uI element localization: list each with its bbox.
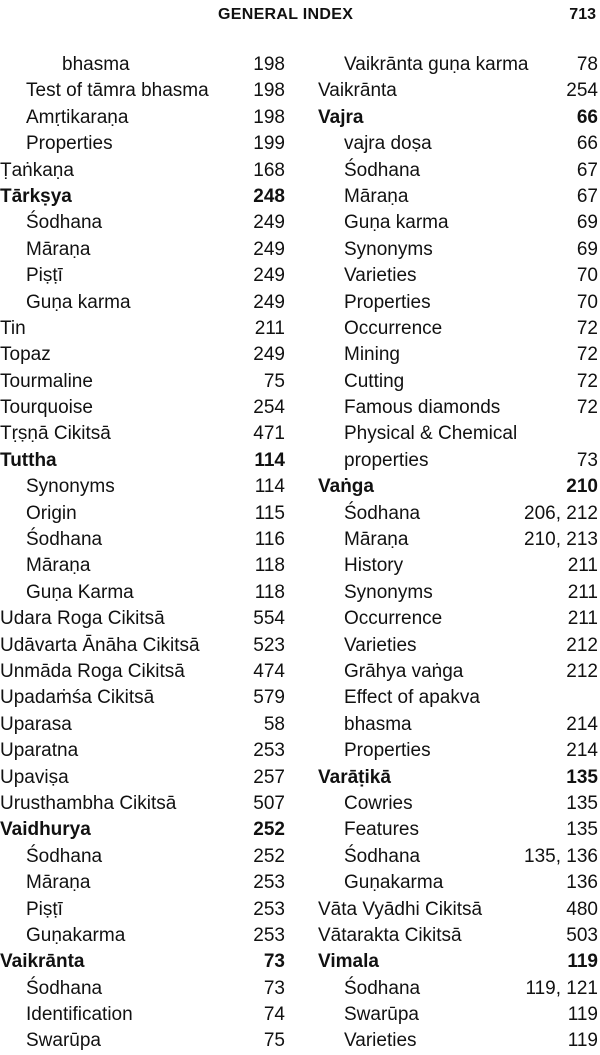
index-page-ref: 471 [253, 423, 285, 445]
index-term: bhasma [62, 54, 130, 75]
index-page-ref: 248 [253, 185, 285, 207]
index-entry [318, 263, 598, 289]
index-page-ref: 211 [254, 317, 285, 339]
index-term: Amṛtikaraṇa [26, 106, 129, 128]
index-entry [318, 421, 598, 447]
index-term: Śodhana [344, 845, 421, 867]
index-term: Properties [26, 133, 113, 155]
index-entry [0, 923, 285, 949]
index-entry [0, 1002, 285, 1028]
index-term: Tourquoise [0, 397, 93, 419]
index-term: Urusthambha Cikitsā [0, 792, 177, 814]
index-term: Śodhana [26, 212, 103, 234]
index-term: Śodhana [344, 159, 421, 181]
index-term: Guṇakarma [344, 872, 444, 894]
index-term: Vaṅga [318, 476, 374, 498]
index-entry [0, 659, 285, 685]
index-entry [0, 237, 285, 263]
index-page-ref: 115 [254, 502, 285, 524]
index-page-ref: 118 [254, 555, 285, 577]
index-page-ref: 214 [566, 713, 598, 735]
index-page-ref: 69 [576, 212, 598, 234]
index-entry [0, 448, 285, 474]
index-entry [0, 633, 285, 659]
index-term: Vaikrānta [318, 80, 397, 102]
index-entry [0, 976, 285, 1002]
index-page-ref: 119 [567, 951, 598, 973]
index-page-ref: 66 [576, 133, 598, 155]
index-term: Cutting [344, 370, 405, 392]
index-entry [318, 131, 598, 157]
index-term: History [344, 555, 404, 577]
index-entry [0, 712, 285, 738]
index-entry [0, 791, 285, 817]
index-page-ref: 75 [263, 1030, 285, 1052]
index-term: Māraṇa [344, 529, 409, 551]
index-entry [318, 527, 598, 553]
index-entry [0, 765, 285, 791]
index-page-ref: 73 [263, 951, 285, 973]
index-term: Udara Roga Cikitsā [0, 608, 165, 630]
index-page-ref: 211 [567, 608, 598, 630]
index-page-ref: 119 [567, 1004, 598, 1026]
index-term: Physical & Chemical [344, 423, 518, 445]
index-page-ref: 579 [253, 687, 285, 709]
index-page-ref: 211 [567, 581, 598, 603]
index-page-ref: 210 [566, 476, 598, 498]
index-term: Uparatna [0, 740, 79, 762]
index-term: Vimala [318, 951, 379, 973]
index-term: Ṭaṅkaṇa [0, 159, 74, 181]
index-term: Uparasa [0, 713, 72, 735]
index-page-ref: 168 [253, 159, 285, 181]
index-page-ref: 198 [253, 106, 285, 128]
index-page-ref: 480 [566, 898, 598, 920]
index-page-ref: 70 [576, 291, 598, 313]
index-entry [318, 290, 598, 316]
index-term: Swarūpa [26, 1030, 101, 1052]
index-entry [0, 210, 285, 236]
index-term: Guṇa karma [344, 212, 449, 234]
index-page-ref: 249 [253, 238, 285, 260]
index-entry [0, 316, 285, 342]
index-page-ref: 78 [576, 54, 598, 75]
index-page-ref: 507 [253, 792, 285, 814]
index-term: Guṇa karma [26, 291, 131, 313]
index-term: Occurrence [344, 608, 443, 630]
index-page-ref: 136 [566, 872, 598, 894]
page-header [0, 6, 600, 28]
index-entry [0, 527, 285, 553]
index-page-ref: 214 [566, 740, 598, 762]
index-page-ref: 253 [253, 924, 285, 946]
index-entry [318, 738, 598, 764]
index-entry [0, 580, 285, 606]
index-term: Guṇa Karma [26, 581, 134, 603]
index-entry [0, 553, 285, 579]
index-column-right [318, 52, 598, 1055]
index-term: Udāvarta Ānāha Cikitsā [0, 634, 200, 656]
index-page-ref: 119 [567, 1030, 598, 1052]
index-term: Piṣṭī [26, 898, 63, 920]
index-term: Cowries [344, 792, 413, 814]
index-page-ref: 249 [253, 265, 285, 287]
index-page-ref: 210, 213 [524, 529, 598, 551]
index-entry [0, 1028, 285, 1054]
index-entry [318, 52, 598, 78]
index-term: Vaikrānta [0, 951, 85, 973]
index-term: Occurrence [344, 317, 443, 339]
index-term: Piṣṭī [26, 265, 63, 287]
index-entry [318, 1002, 598, 1028]
index-page-ref: 257 [253, 766, 285, 788]
index-page-ref: 249 [253, 291, 285, 313]
index-page-ref: 116 [254, 529, 285, 551]
index-term: Swarūpa [344, 1004, 419, 1026]
index-term: Śodhana [26, 845, 103, 867]
index-term: Test of tāmra bhasma [26, 80, 209, 102]
index-page-ref: 75 [263, 370, 285, 392]
index-term: Origin [26, 502, 77, 524]
index-term: Effect of apakva [344, 687, 480, 709]
index-entry [318, 685, 598, 711]
index-term: Properties [344, 291, 431, 313]
index-term: Topaz [0, 344, 51, 366]
index-term: Features [344, 819, 419, 841]
index-entry [318, 923, 598, 949]
index-term: Varieties [344, 1030, 417, 1052]
index-term: Synonyms [344, 238, 433, 260]
index-entry [318, 659, 598, 685]
index-term: Famous diamonds [344, 397, 501, 419]
index-term: Synonyms [344, 581, 433, 603]
index-page-ref: 74 [263, 1004, 285, 1026]
index-term: Śodhana [26, 529, 103, 551]
index-page-ref: 198 [253, 54, 285, 75]
index-term: Māraṇa [26, 872, 91, 894]
index-term: Tin [0, 317, 26, 339]
index-page-ref: 249 [253, 212, 285, 234]
index-entry [0, 501, 285, 527]
index-entry [318, 949, 598, 975]
index-entry [0, 131, 285, 157]
index-entry [318, 78, 598, 104]
index-entry [0, 606, 285, 632]
page-title: GENERAL INDEX [218, 6, 354, 23]
index-entry [318, 1028, 598, 1054]
index-page-ref: 199 [253, 133, 285, 155]
index-page-ref: 119, 121 [525, 977, 598, 999]
index-page-ref: 212 [566, 660, 598, 682]
index-entry [0, 817, 285, 843]
index-entry [0, 263, 285, 289]
index-term: Vaidhurya [0, 819, 91, 841]
index-entry [318, 210, 598, 236]
index-page-ref: 523 [253, 634, 285, 656]
index-page-ref: 118 [254, 581, 285, 603]
index-page-ref: 66 [576, 106, 598, 128]
index-page-ref: 73 [576, 449, 598, 471]
index-page-ref: 252 [253, 819, 285, 841]
index-entry [0, 949, 285, 975]
index-page-ref: 206, 212 [524, 502, 598, 524]
index-page-ref: 135 [566, 819, 598, 841]
index-page-ref: 67 [576, 185, 598, 207]
index-term: Vaikrānta guṇa karma [344, 54, 529, 75]
index-entry [318, 976, 598, 1002]
index-entry [318, 606, 598, 632]
index-page-ref: 249 [253, 344, 285, 366]
index-entry [318, 316, 598, 342]
index-entry [318, 897, 598, 923]
index-page-ref: 212 [566, 634, 598, 656]
index-page-ref: 253 [253, 872, 285, 894]
index-entry [0, 105, 285, 131]
index-page-ref: 72 [576, 317, 598, 339]
index-entry [318, 342, 598, 368]
index-entry [318, 870, 598, 896]
index-page-ref: 114 [254, 476, 285, 498]
index-entry [0, 290, 285, 316]
index-page-ref: 254 [566, 80, 598, 102]
index-entry [0, 870, 285, 896]
index-page-ref: 72 [576, 370, 598, 392]
index-entry [318, 369, 598, 395]
index-entry [0, 342, 285, 368]
index-entry [318, 237, 598, 263]
index-entry [318, 448, 598, 474]
index-entry [318, 553, 598, 579]
index-entry [0, 158, 285, 184]
index-entry [0, 395, 285, 421]
index-page-ref: 114 [254, 449, 285, 471]
index-entry [0, 844, 285, 870]
index-entry [0, 369, 285, 395]
index-term: properties [344, 449, 429, 471]
index-term: Vātarakta Cikitsā [318, 924, 462, 946]
index-entry [0, 78, 285, 104]
index-term: Synonyms [26, 476, 115, 498]
index-page-ref: 135 [566, 766, 598, 788]
index-term: Properties [344, 740, 431, 762]
index-page-ref: 69 [576, 238, 598, 260]
index-page-ref: 135 [566, 792, 598, 814]
index-page-ref: 70 [576, 265, 598, 287]
index-entry [0, 184, 285, 210]
page-number: 713 [569, 6, 596, 23]
index-entry [0, 52, 285, 78]
index-term: Tṛṣṇā Cikitsā [0, 423, 111, 445]
index-page-ref: 72 [576, 397, 598, 419]
index-entry [318, 765, 598, 791]
index-term: Māraṇa [26, 555, 91, 577]
index-page-ref: 253 [253, 740, 285, 762]
index-entry [0, 474, 285, 500]
index-entry [318, 184, 598, 210]
index-term: Śodhana [344, 977, 421, 999]
index-page-ref: 58 [263, 713, 285, 735]
index-term: Māraṇa [344, 185, 409, 207]
index-entry [318, 844, 598, 870]
index-entry [318, 817, 598, 843]
index-term: Tārkṣya [0, 185, 72, 207]
index-entry [318, 395, 598, 421]
index-entry [318, 158, 598, 184]
index-page-ref: 72 [576, 344, 598, 366]
index-term: Varieties [344, 265, 417, 287]
index-term: Unmāda Roga Cikitsā [0, 660, 185, 682]
index-term: Guṇakarma [26, 924, 126, 946]
index-entry [318, 474, 598, 500]
index-page-ref: 211 [567, 555, 598, 577]
index-page-ref: 67 [576, 159, 598, 181]
index-term: bhasma [344, 713, 412, 735]
index-entry [318, 633, 598, 659]
index-entry [0, 738, 285, 764]
index-term: Varāṭikā [318, 766, 391, 788]
index-term: Grāhya vaṅga [344, 660, 464, 682]
index-entry [0, 685, 285, 711]
index-term: Tuttha [0, 449, 57, 471]
index-page-ref: 503 [566, 924, 598, 946]
index-page-ref: 474 [253, 660, 285, 682]
index-term: Vajra [318, 106, 364, 128]
index-entry [318, 105, 598, 131]
index-page-ref: 254 [253, 397, 285, 419]
index-term: Varieties [344, 634, 417, 656]
index-entry [318, 712, 598, 738]
index-column-left [0, 52, 285, 1055]
index-entry [318, 501, 598, 527]
index-term: Upadaṁśa Cikitsā [0, 687, 155, 709]
index-page-ref: 253 [253, 898, 285, 920]
index-term: Śodhana [344, 502, 421, 524]
index-term: vajra doṣa [344, 133, 432, 155]
index-page-ref: 73 [263, 977, 285, 999]
index-page-ref: 252 [253, 845, 285, 867]
index-entry [318, 580, 598, 606]
index-term: Upaviṣa [0, 766, 69, 788]
index-page-ref: 554 [253, 608, 285, 630]
index-entry [0, 421, 285, 447]
index-term: Vāta Vyādhi Cikitsā [318, 898, 483, 920]
index-term: Identification [26, 1004, 133, 1026]
index-page-ref: 198 [253, 80, 285, 102]
index-term: Mining [344, 344, 400, 366]
index-entry [318, 791, 598, 817]
index-entry [0, 897, 285, 923]
index-page-ref: 135, 136 [524, 845, 598, 867]
index-term: Māraṇa [26, 238, 91, 260]
index-term: Tourmaline [0, 370, 93, 392]
index-term: Śodhana [26, 977, 103, 999]
